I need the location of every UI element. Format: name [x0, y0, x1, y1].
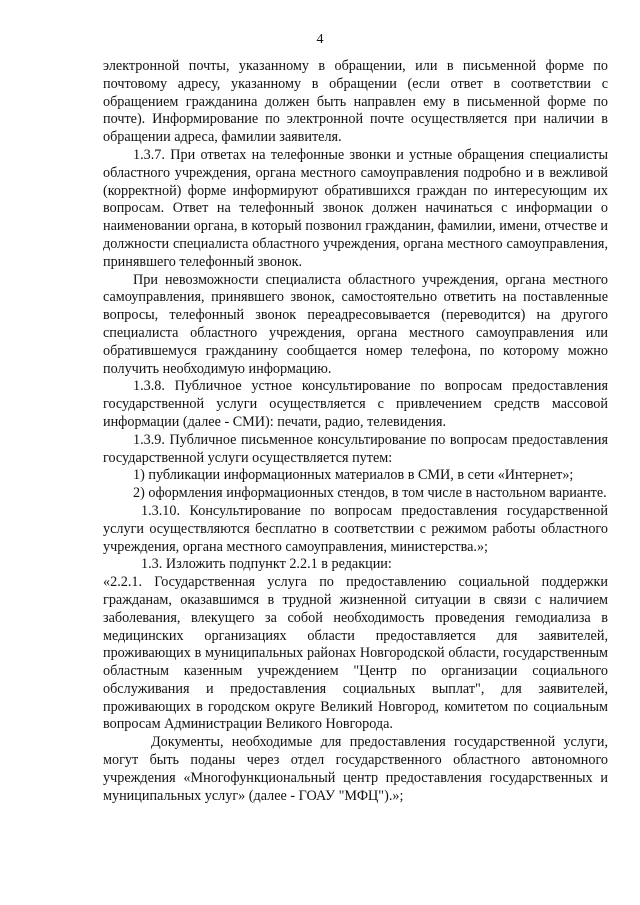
paragraph-1-3-10: 1.3.10. Консультирование по вопросам предоставления государственной услуги осуществляются бесплатно в соответствии с режимом работы областного учреждения, органа местного самоуправления, министерства.»; [103, 502, 608, 555]
paragraph-1-3-amend: 1.3. Изложить подпункт 2.2.1 в редакции: [141, 556, 392, 573]
paragraph-1-3-7: 1.3.7. При ответах на телефонные звонки и устные обращения специалисты областного учреждения, органа местного самоуправления подробно и в вежливой (корректной) форме информируют обратившихся граждан по интересующим их вопросам. Ответ на телефонный звонок должен начинаться с информации о наименовании органа, в который позвонил гражданин, фамилии, имени, отчестве и должности специалиста областного учреждения, органа местного самоуправления, принявшего телефонный звонок. [103, 146, 608, 270]
paragraph-documents-submission: Документы, необходимые для предоставления государственной услуги, могут быть поданы через отдел государственного областного автономного учреждения «Многофункциональный центр предоставления государственных и муниципальных услуг» (далее - ГОАУ "МФЦ").»; [103, 734, 608, 804]
document-body [103, 58, 608, 805]
paragraph-1-3-9: 1.3.9. Публичное письменное консультирование по вопросам предоставления государственной услуги осуществляется путем: [103, 431, 608, 466]
page-number: 4 [316, 32, 324, 47]
paragraph-2-2-1: «2.2.1. Государственная услуга по предоставлению социальной поддержки гражданам, оказавшимся в трудной жизненной ситуации в связи с наличием заболевания, влекущего за собой необходимость проведения гемодиализа в медицинских организациях области предоставляется для заявителей, проживающих в муниципальных районах Новгородской области, государственным областным казенным учреждением "Центр по организации социального обслуживания и предоставления социальных выплат", для заявителей, проживающих в городском округе Великий Новгород, комитетом по социальным вопросам Администрации Великого Новгорода. [103, 574, 608, 733]
paragraph-email-informing: электронной почты, указанному в обращении, или в письменной форме по почтовому адресу, указанному в обращении (если ответ в соответствии с обращением гражданина должен быть направлен ему в письменной форме по почте). Информирование по электронной почте осуществляется при наличии в обращении адреса, фамилии заявителя. [103, 58, 608, 146]
paragraph-call-redirect: При невозможности специалиста областного учреждения, органа местного самоуправления, принявшего звонок, самостоятельно ответить на поставленные вопросы, телефонный звонок переадресовывается (переводится) на другого специалиста областного учреждения, органа местного самоуправления или обратившемуся гражданину сообщается номер телефона, по которому можно получить необходимую информацию. [103, 271, 608, 377]
paragraph-1-3-8: 1.3.8. Публичное устное консультирование по вопросам предоставления государственной услуги осуществляется с привлечением средств массовой информации (далее - СМИ): печати, радио, телевидения. [103, 378, 608, 430]
list-item-1: 1) публикации информационных материалов в СМИ, в сети «Интернет»; [133, 467, 574, 484]
list-item-2: 2) оформления информационных стендов, в том числе в настольном варианте. [133, 485, 607, 502]
